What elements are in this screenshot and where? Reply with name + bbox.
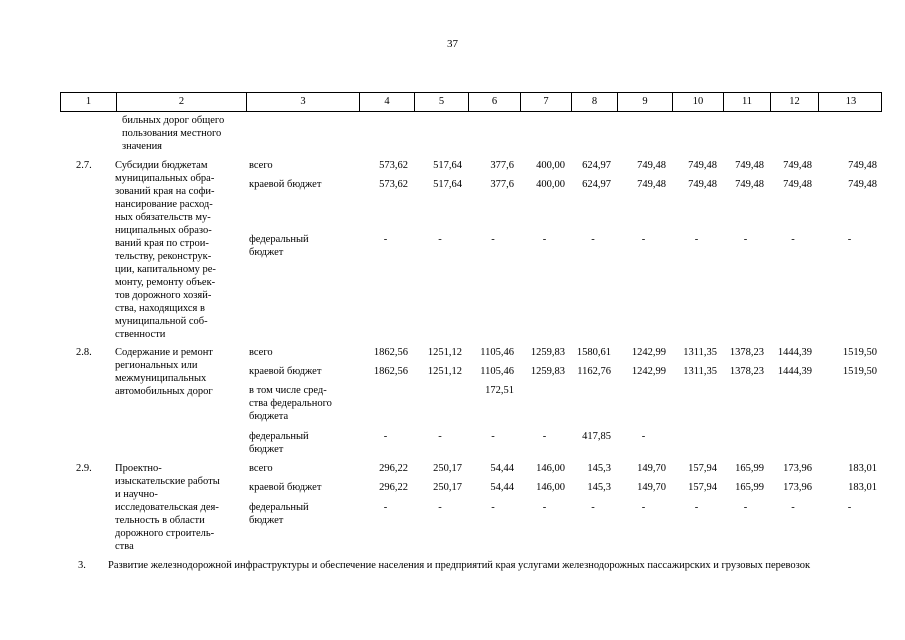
value-cell: -	[438, 431, 442, 442]
value-cell: 157,94	[688, 463, 717, 474]
value-cell: 1259,83	[530, 347, 565, 358]
funding-source-label: бюджет	[249, 515, 284, 526]
header-col-5: 5	[414, 93, 468, 111]
value-cell: -	[383, 502, 388, 513]
header-col-1: 1	[85, 96, 92, 107]
value-cell: 145,3	[587, 482, 611, 493]
header-col-2: 2	[116, 93, 246, 111]
header-col-11: 11	[723, 93, 770, 111]
row-title: Содержание и ремонт	[115, 347, 213, 358]
header-col-8: 8	[571, 93, 617, 111]
value-cell: 1444,39	[777, 347, 812, 358]
row-title: ственности	[115, 329, 166, 340]
value-cell: 1580,61	[576, 347, 611, 358]
value-cell: 1519,50	[842, 347, 877, 358]
value-cell: 250,17	[433, 482, 462, 493]
row-title: автомобильных дорог	[115, 386, 213, 397]
value-cell: -	[591, 502, 595, 513]
row-title: тельству, реконструк-	[115, 251, 212, 262]
value-cell: 573,62	[379, 179, 408, 190]
value-cell: 54,44	[490, 482, 514, 493]
value-cell: -	[438, 502, 442, 513]
funding-source-label: ства федерального	[249, 398, 332, 409]
row-number: 2.9.	[76, 463, 92, 474]
header-col-7: 7	[520, 93, 571, 111]
value-cell: -	[641, 431, 646, 442]
row-title: Проектно-	[115, 463, 162, 474]
row-title: муниципальной соб-	[115, 316, 208, 327]
header-col-13: 13	[818, 93, 883, 111]
value-cell: 749,48	[735, 160, 764, 171]
value-cell: 517,64	[433, 179, 462, 190]
value-cell: 296,22	[379, 463, 408, 474]
value-cell: 250,17	[433, 463, 462, 474]
value-cell: 400,00	[536, 160, 565, 171]
value-cell: 517,64	[433, 160, 462, 171]
value-cell: -	[847, 234, 852, 245]
value-cell: -	[491, 431, 495, 442]
row-title: зований края на софи-	[115, 186, 215, 197]
value-cell: 749,48	[637, 179, 666, 190]
value-cell: 624,97	[582, 179, 611, 190]
value-cell: -	[743, 502, 748, 513]
funding-source-label: в том числе сред-	[249, 385, 327, 396]
row-title: ства, находящихся в	[115, 303, 205, 314]
value-cell: 1259,83	[530, 366, 565, 377]
value-cell: -	[383, 234, 388, 245]
value-cell: -	[542, 431, 547, 442]
value-cell: 1251,12	[427, 366, 462, 377]
value-cell: 296,22	[379, 482, 408, 493]
continuation-text: пользования местного	[122, 128, 222, 139]
row-title: исследовательская дея-	[115, 502, 219, 513]
value-cell: 183,01	[848, 463, 877, 474]
value-cell: 1251,12	[427, 347, 462, 358]
value-cell: -	[491, 234, 495, 245]
value-cell: -	[694, 502, 699, 513]
row-title: тов дорожного хозяй-	[115, 290, 212, 301]
value-cell: -	[791, 234, 795, 245]
header-col-4: 4	[359, 93, 414, 111]
continuation-text: бильных дорог общего	[122, 115, 225, 126]
row-title: ства	[115, 541, 134, 552]
value-cell: 1162,76	[577, 366, 611, 377]
value-cell: 149,70	[637, 482, 666, 493]
value-cell: 749,48	[688, 179, 717, 190]
value-cell: 183,01	[848, 482, 877, 493]
funding-source-label: краевой бюджет	[249, 482, 322, 493]
row-number: 2.8.	[76, 347, 92, 358]
value-cell: 1105,46	[480, 347, 514, 358]
value-cell: 749,48	[637, 160, 666, 171]
value-cell: 624,97	[582, 160, 611, 171]
value-cell: 54,44	[490, 463, 514, 474]
table-header-row	[60, 92, 882, 112]
value-cell: 417,85	[582, 431, 611, 442]
value-cell: 749,48	[688, 160, 717, 171]
row-title: дорожного строитель-	[115, 528, 215, 539]
funding-source-label: бюджет	[249, 444, 284, 455]
value-cell: 1519,50	[842, 366, 877, 377]
funding-source-label: краевой бюджет	[249, 179, 322, 190]
row-number: 2.7.	[76, 160, 92, 171]
value-cell: 1378,23	[729, 347, 764, 358]
value-cell: 172,51	[485, 385, 514, 396]
value-cell: 749,48	[735, 179, 764, 190]
value-cell: 749,48	[783, 179, 812, 190]
section-number: 3.	[78, 560, 86, 571]
value-cell: 749,48	[848, 179, 877, 190]
value-cell: 1242,99	[631, 366, 666, 377]
header-col-6: 6	[468, 93, 520, 111]
value-cell: 157,94	[688, 482, 717, 493]
value-cell: 1105,46	[480, 366, 514, 377]
funding-source-label: всего	[249, 160, 273, 171]
row-title: ниципальных образо-	[115, 225, 212, 236]
value-cell: 149,70	[637, 463, 666, 474]
value-cell: -	[383, 431, 388, 442]
row-title: Субсидии бюджетам	[115, 160, 208, 171]
header-col-10: 10	[672, 93, 723, 111]
section-title: Развитие железнодорожной инфраструктуры и обеспечение населения и предприятий края услугами железнодорожных пассажирских и грузовых перевозок	[108, 560, 811, 571]
row-title: нансирование расход-	[115, 199, 213, 210]
funding-source-label: всего	[249, 347, 273, 358]
funding-source-label: всего	[249, 463, 273, 474]
funding-source-label: бюджета	[249, 411, 289, 422]
value-cell: 146,00	[536, 482, 565, 493]
funding-source-label: бюджет	[249, 247, 284, 258]
value-cell: 400,00	[536, 179, 565, 190]
value-cell: -	[542, 502, 547, 513]
value-cell: -	[791, 502, 795, 513]
value-cell: 377,6	[490, 160, 514, 171]
value-cell: -	[847, 502, 852, 513]
funding-source-label: федеральный	[249, 431, 309, 442]
value-cell: -	[694, 234, 699, 245]
row-title: и научно-	[115, 489, 158, 500]
value-cell: 1311,35	[683, 366, 717, 377]
row-title: изыскательские работы	[115, 476, 220, 487]
value-cell: -	[641, 502, 646, 513]
row-title: ваний края по строи-	[115, 238, 209, 249]
row-title: межмуниципальных	[115, 373, 207, 384]
value-cell: 573,62	[379, 160, 408, 171]
row-title: ции, капитальному ре-	[115, 264, 216, 275]
value-cell: 1862,56	[373, 366, 408, 377]
value-cell: 165,99	[735, 463, 764, 474]
row-title: региональных или	[115, 360, 198, 371]
header-col-9: 9	[617, 93, 672, 111]
value-cell: 1311,35	[683, 347, 717, 358]
value-cell: -	[591, 234, 595, 245]
value-cell: 377,6	[490, 179, 514, 190]
value-cell: 146,00	[536, 463, 565, 474]
row-title: ных обязательств му-	[115, 212, 211, 223]
funding-source-label: федеральный	[249, 234, 309, 245]
value-cell: 749,48	[848, 160, 877, 171]
value-cell: 1378,23	[729, 366, 764, 377]
value-cell: -	[743, 234, 748, 245]
funding-source-label: краевой бюджет	[249, 366, 322, 377]
header-col-3: 3	[246, 93, 359, 111]
value-cell: 173,96	[783, 463, 812, 474]
value-cell: 145,3	[587, 463, 611, 474]
value-cell: -	[542, 234, 547, 245]
value-cell: 165,99	[735, 482, 764, 493]
value-cell: -	[641, 234, 646, 245]
page-number: 37	[447, 38, 458, 50]
funding-source-label: федеральный	[249, 502, 309, 513]
row-title: тельность в области	[115, 515, 205, 526]
row-title: монту, ремонту объек-	[115, 277, 216, 288]
value-cell: 1862,56	[373, 347, 408, 358]
value-cell: 749,48	[783, 160, 812, 171]
row-title: муниципальных обра-	[115, 173, 215, 184]
value-cell: 1242,99	[631, 347, 666, 358]
header-col-12: 12	[770, 93, 818, 111]
value-cell: 1444,39	[777, 366, 812, 377]
value-cell: 173,96	[783, 482, 812, 493]
continuation-text: значения	[122, 141, 163, 152]
value-cell: -	[491, 502, 495, 513]
value-cell: -	[438, 234, 442, 245]
